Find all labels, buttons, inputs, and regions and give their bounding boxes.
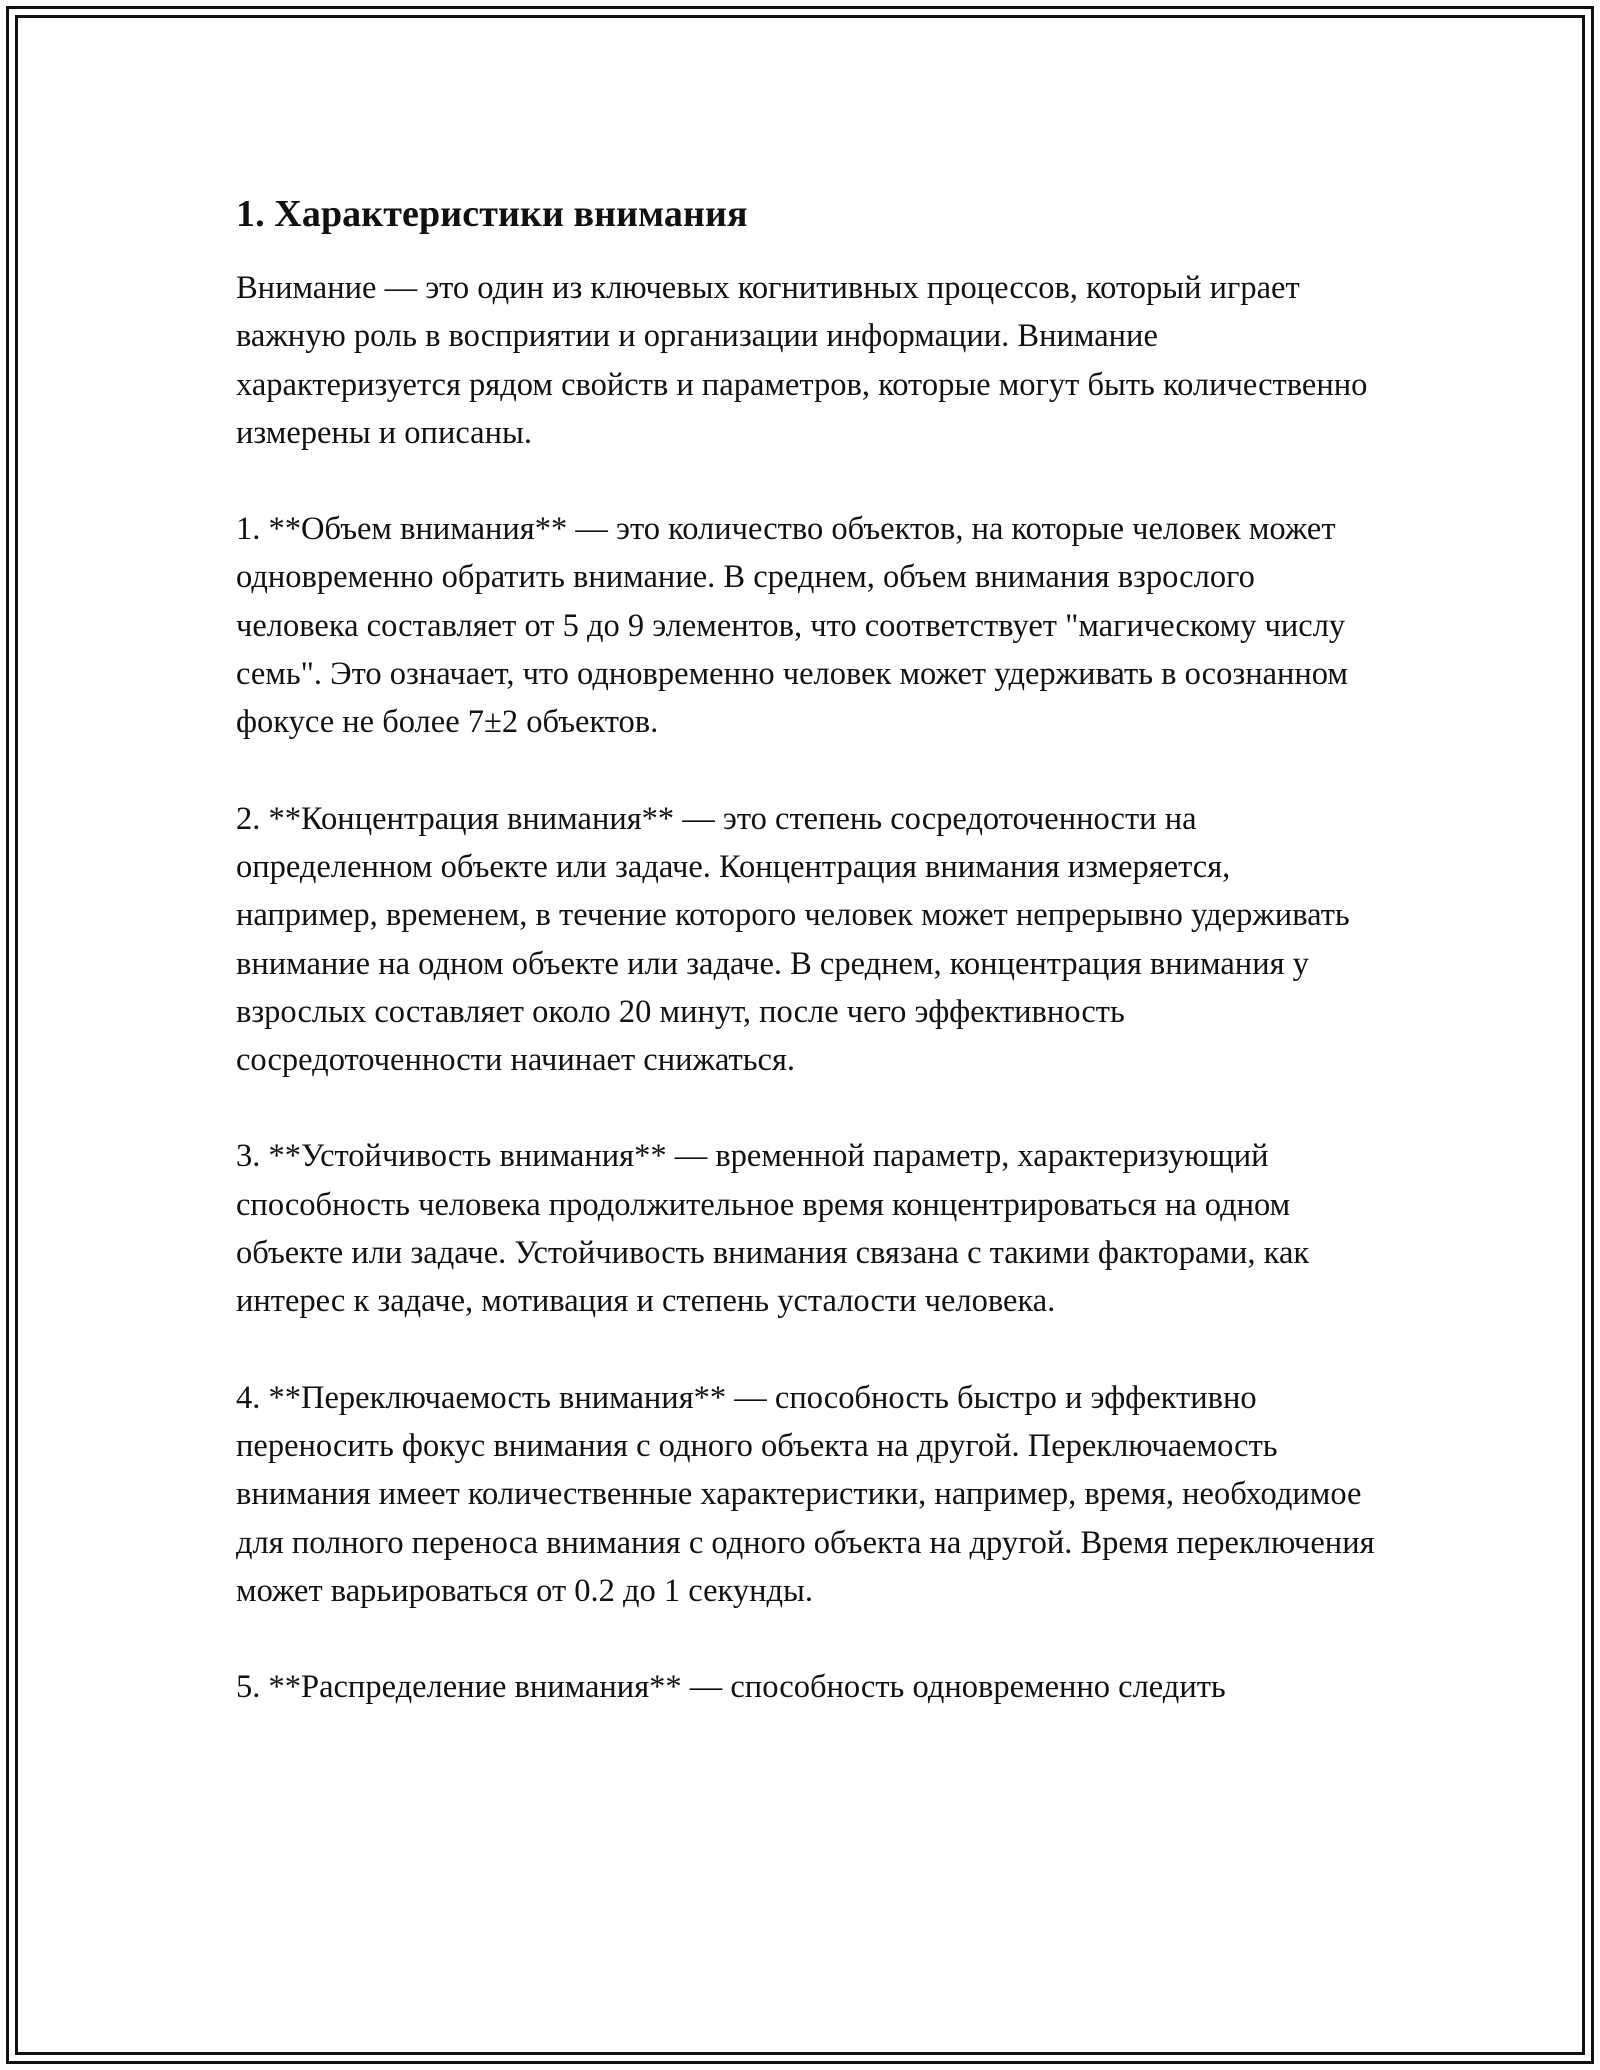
paragraph-attention-stability: 3. **Устойчивость внимания** — временной параметр, характеризующий способность человека продолжительное время концентрироваться на одном объекте или задаче. Устойчивость внимания связана с такими факторами, как интерес к задаче, мотивация и степень усталости человека.	[236, 1138, 1310, 1320]
paragraph-attention-concentration: 2. **Концентрация внимания** — это степень сосредоточенности на определенном объекте или задаче. Концентрация внимания измеряется, например, временем, в течение которого человек может непрерывно удерживать внимание на одном объекте или задаче. В среднем, концентрация внимания у взрослых составляет около 20 минут, после чего эффективность сосредоточенности начинает снижаться.	[236, 800, 1350, 1079]
section-heading: 1. Характеристики внимания	[236, 193, 748, 235]
paragraph-attention-volume: 1. **Объем внимания** — это количество объектов, на которые человек может одновременно обратить внимание. В среднем, объем внимания взрослого человека составляет от 5 до 9 элементов, что соответствует "магическому числу семь". Это означает, что одновременно человек может удерживать в осознанном фокусе не более 7±2 объектов.	[236, 511, 1348, 741]
document-body	[236, 186, 1376, 1711]
intro-paragraph: Внимание — это один из ключевых когнитивных процессов, который играет важную роль в восприятии и организации информации. Внимание характеризуется рядом свойств и параметров, которые могут быть количественно измерены и описаны.	[236, 270, 1368, 451]
paragraph-attention-distribution: 5. **Распределение внимания** — способность одновременно следить	[236, 1669, 1226, 1706]
paragraph-attention-switching: 4. **Переключаемость внимания** — способность быстро и эффективно переносить фокус внимания с одного объекта на другой. Переключаемость внимания имеет количественные характеристики, например, время, необходимое для полного переноса внимания с одного объекта на другой. Время переключения может варьироваться от 0.2 до 1 секунды.	[236, 1379, 1375, 1609]
